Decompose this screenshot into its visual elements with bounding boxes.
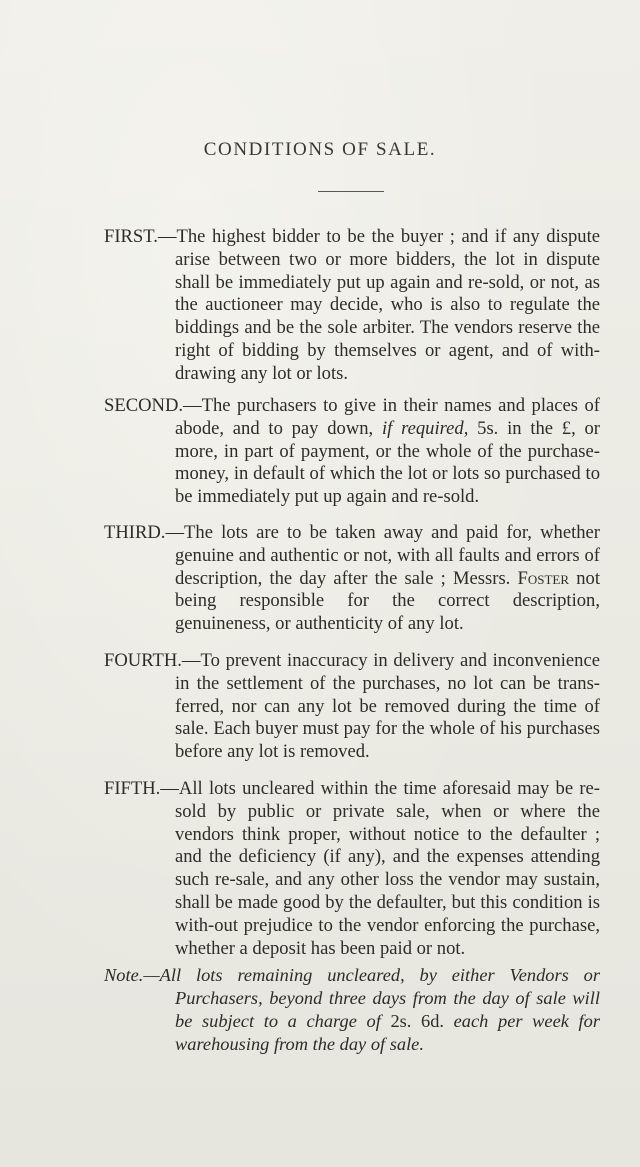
- note-amount: 2s. 6d.: [390, 1011, 445, 1031]
- condition-second-text-a: SECOND.—The purchasers to give in their names and places of abode, and to pay down,: [104, 395, 600, 439]
- page-title: CONDITIONS OF SALE.: [203, 139, 437, 160]
- note-text-b: each per week for warehousing from the day of sale.: [175, 1011, 600, 1054]
- condition-third-text-a: THIRD.—The lots are to be taken away and paid for, whether genuine and authentic or not, with all faults and errors of description, the day after the sale ; Messrs.: [104, 522, 600, 589]
- condition-third-text-b: not being responsible for the correct description, genuineness, or authenticity of any lot.: [175, 567, 600, 635]
- note: [104, 964, 600, 1056]
- condition-fourth: [104, 650, 600, 764]
- title-divider: [318, 191, 384, 192]
- condition-fifth-text: FIFTH.—All lots uncleared within the time aforesaid may be re-sold by public or private sale, when or where the vendors think proper, without notice to the defaulter ; and the deficiency (if any), and the expenses attending such re-sale, and any other loss the vendor may sustain, shall be made good by the defaulter, but this condition is with-out prejudice to the vendor enforcing the purchase, whether a deposit has been paid or not.: [104, 778, 600, 959]
- condition-second-text-b: 5s. in the £, or more, in part of payment, or the whole of the purchase-money, in default of which the lot or lots so purchased to be immediately put up again and re-sold.: [175, 417, 600, 508]
- condition-fifth: [104, 778, 600, 960]
- condition-second-italic: if required,: [381, 417, 469, 439]
- condition-second: [104, 395, 600, 509]
- condition-first-text: FIRST.—The highest bidder to be the buyer ; and if any dispute arise between two or more bidders, the lot in dispute shall be immediately put up again and re-sold, or not, as the auctioneer may decide, who is also to regulate the biddings and be the sole arbiter. The vendors reserve the right of bidding by themselves or agent, and of with-drawing any lot or lots.: [104, 226, 600, 384]
- condition-third-smallcaps: Foster: [517, 567, 570, 589]
- condition-third: [104, 522, 600, 636]
- condition-first: [104, 226, 600, 386]
- note-text-a: Note.—All lots remaining uncleared, by either Vendors or Purchasers, beyond three days from the day of sale will be subject to a charge of: [104, 965, 600, 1031]
- condition-fourth-text: FOURTH.—To prevent inaccuracy in delivery and inconvenience in the settlement of the purchases, no lot can be trans-ferred, nor can any lot be removed during the time of sale. Each buyer must pay for the whole of his purchases before any lot is removed.: [104, 650, 600, 763]
